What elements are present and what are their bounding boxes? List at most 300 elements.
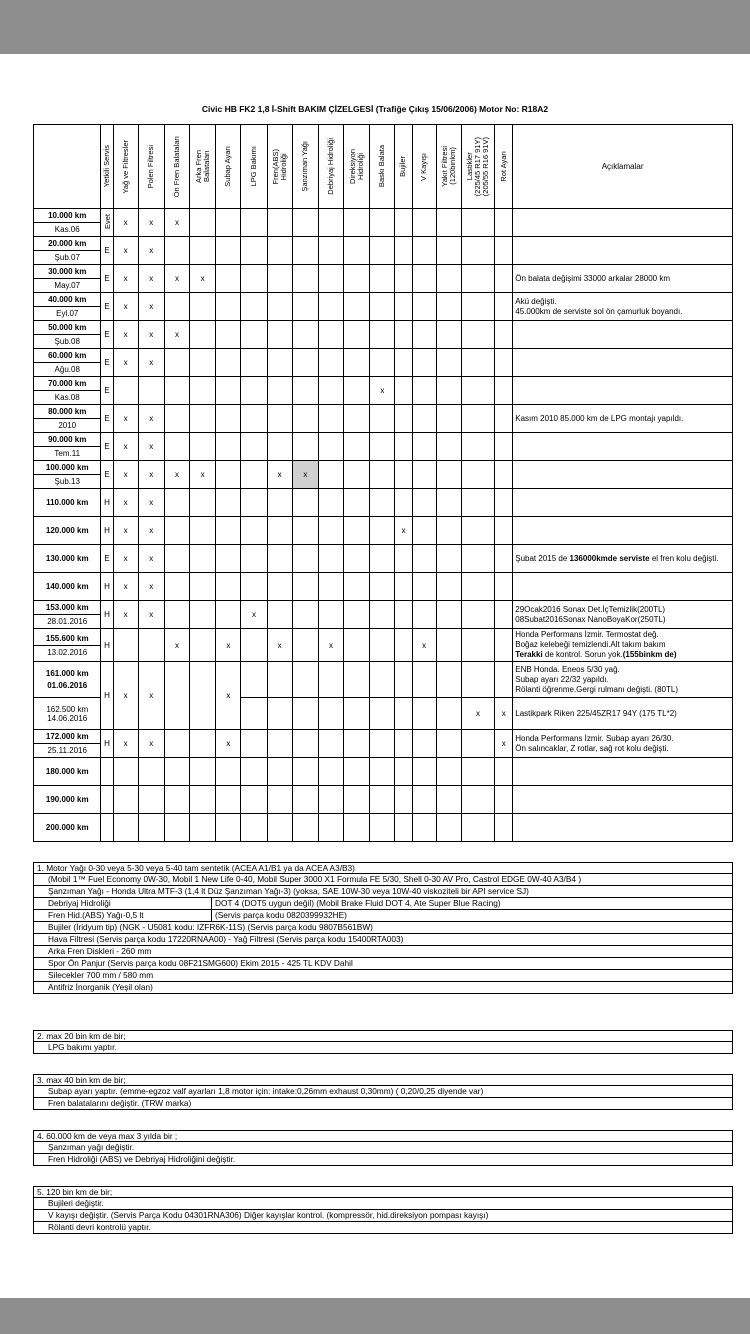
cell-mark bbox=[101, 814, 113, 842]
cell-mark bbox=[344, 265, 370, 293]
row-note: ENB Honda. Eneos 5/30 yağ. Subap ayarı 22/32 yapıldı. Rölanti öğrenme.Gergi rulmanı değişti. (80TL) bbox=[513, 662, 733, 698]
table-row bbox=[34, 461, 733, 489]
cell-mark bbox=[241, 517, 267, 545]
column-header bbox=[495, 125, 513, 209]
cell-mark bbox=[113, 814, 138, 842]
cell-mark bbox=[436, 601, 461, 629]
cell-mark bbox=[461, 377, 494, 405]
cell-mark: x bbox=[113, 349, 138, 377]
table-row bbox=[34, 814, 733, 842]
cell-mark bbox=[138, 629, 164, 662]
cell-mark bbox=[370, 293, 395, 321]
cell-mark bbox=[164, 349, 189, 377]
table-row bbox=[34, 209, 733, 237]
cell-mark bbox=[344, 786, 370, 814]
cell-mark bbox=[495, 433, 513, 461]
note-line: 2. max 20 bin km de bir; bbox=[33, 1030, 733, 1042]
mileage-cell bbox=[34, 461, 101, 489]
mileage-cell: 162.500 km 14.06.2016 bbox=[34, 698, 101, 730]
cell-mark bbox=[370, 265, 395, 293]
table-row bbox=[34, 237, 733, 265]
cell-mark bbox=[344, 377, 370, 405]
cell-mark bbox=[190, 209, 216, 237]
authorized-service-flag: Evet bbox=[102, 213, 112, 229]
mileage-cell bbox=[34, 730, 101, 758]
cell-mark: H bbox=[101, 662, 113, 730]
cell-mark bbox=[436, 321, 461, 349]
cell-mark bbox=[292, 662, 318, 698]
cell-mark bbox=[461, 629, 494, 662]
service-date: Ağu.08 bbox=[34, 362, 100, 376]
cell-mark bbox=[461, 730, 494, 758]
cell-mark bbox=[267, 209, 292, 237]
cell-mark bbox=[436, 786, 461, 814]
cell-mark: x bbox=[138, 293, 164, 321]
cell-mark bbox=[370, 698, 395, 730]
mileage-label: 161.000 km 01.06.2016 bbox=[45, 668, 89, 690]
cell-mark: x bbox=[164, 629, 189, 662]
cell-mark bbox=[344, 545, 370, 573]
cell-mark bbox=[461, 293, 494, 321]
cell-mark bbox=[318, 349, 343, 377]
cell-mark bbox=[495, 349, 513, 377]
cell-mark bbox=[267, 573, 292, 601]
cell-mark bbox=[395, 545, 412, 573]
note-line: Arka Fren Diskleri - 260 mm bbox=[33, 946, 733, 958]
cell-mark bbox=[216, 321, 241, 349]
notes-block-4 bbox=[33, 1130, 733, 1166]
cell-mark bbox=[461, 405, 494, 433]
cell-mark bbox=[267, 377, 292, 405]
service-date: Şub.13 bbox=[34, 474, 100, 488]
mileage-cell bbox=[34, 573, 101, 601]
cell-mark bbox=[436, 698, 461, 730]
row-note bbox=[513, 377, 733, 405]
cell-mark: x bbox=[190, 461, 216, 489]
column-header-label: V Kayışı bbox=[419, 152, 429, 181]
column-header-label: Yakıt Filtresi (120binkm) bbox=[439, 146, 457, 187]
cell-mark bbox=[344, 601, 370, 629]
cell-mark bbox=[395, 349, 412, 377]
cell-mark bbox=[495, 209, 513, 237]
cell-mark bbox=[241, 545, 267, 573]
cell-mark: x bbox=[164, 209, 189, 237]
cell-mark bbox=[495, 517, 513, 545]
cell-mark: E bbox=[101, 293, 113, 321]
cell-mark bbox=[344, 698, 370, 730]
cell-mark bbox=[164, 573, 189, 601]
cell-mark: x bbox=[113, 489, 138, 517]
cell-mark bbox=[190, 321, 216, 349]
cell-mark: x bbox=[267, 629, 292, 662]
cell-mark bbox=[318, 265, 343, 293]
service-date: Tem.11 bbox=[34, 446, 100, 460]
column-header-label: Baskı Balata bbox=[377, 145, 387, 188]
cell-mark: x bbox=[113, 293, 138, 321]
cell-mark bbox=[241, 573, 267, 601]
column-header bbox=[370, 125, 395, 209]
cell-mark bbox=[344, 237, 370, 265]
cell-mark: x bbox=[190, 265, 216, 293]
cell-mark bbox=[292, 545, 318, 573]
mileage-cell bbox=[34, 433, 101, 461]
cell-mark bbox=[370, 433, 395, 461]
cell-mark: x bbox=[138, 601, 164, 629]
cell-mark: x bbox=[113, 321, 138, 349]
cell-mark bbox=[412, 662, 436, 698]
table-row bbox=[34, 293, 733, 321]
row-note bbox=[513, 814, 733, 842]
note-key: Fren Hid.(ABS) Yağı-0,5 lt bbox=[34, 910, 212, 921]
cell-mark bbox=[461, 573, 494, 601]
cell-mark bbox=[344, 629, 370, 662]
column-header bbox=[292, 125, 318, 209]
cell-mark bbox=[395, 461, 412, 489]
cell-mark bbox=[190, 237, 216, 265]
cell-mark bbox=[461, 786, 494, 814]
cell-mark: x bbox=[216, 629, 241, 662]
table-row bbox=[34, 349, 733, 377]
cell-mark bbox=[292, 237, 318, 265]
cell-mark bbox=[318, 601, 343, 629]
cell-mark bbox=[292, 730, 318, 758]
cell-mark bbox=[241, 461, 267, 489]
note-line-split bbox=[33, 910, 733, 922]
cell-mark bbox=[461, 321, 494, 349]
cell-mark: x bbox=[318, 629, 343, 662]
cell-mark bbox=[412, 758, 436, 786]
cell-mark bbox=[436, 758, 461, 786]
cell-mark bbox=[412, 698, 436, 730]
cell-mark: x bbox=[267, 461, 292, 489]
notes-block-1 bbox=[33, 862, 733, 994]
service-date: Kas.08 bbox=[34, 390, 100, 404]
cell-mark bbox=[370, 461, 395, 489]
cell-mark: x bbox=[216, 662, 241, 730]
column-header bbox=[216, 125, 241, 209]
cell-mark bbox=[164, 433, 189, 461]
cell-mark bbox=[461, 349, 494, 377]
cell-mark bbox=[292, 265, 318, 293]
table-row bbox=[34, 758, 733, 786]
row-note: Honda Performans İzmir. Subap ayarı 26/30. Ön salıncaklar, Z rotlar, sağ rot kolu değişti. bbox=[513, 730, 733, 758]
cell-mark: H bbox=[101, 489, 113, 517]
cell-mark bbox=[190, 349, 216, 377]
cell-mark: x bbox=[138, 489, 164, 517]
cell-mark bbox=[344, 758, 370, 786]
cell-mark bbox=[495, 758, 513, 786]
cell-mark: x bbox=[164, 265, 189, 293]
note-line: Bujiler (İridyum tip) (NGK - U5081 kodu: IZFR6K-11S) (Servis parça kodu 9807B561BW) bbox=[33, 922, 733, 934]
cell-mark bbox=[495, 545, 513, 573]
mileage-cell bbox=[34, 786, 101, 814]
cell-mark: x bbox=[138, 321, 164, 349]
cell-mark bbox=[292, 814, 318, 842]
cell-mark bbox=[344, 662, 370, 698]
cell-mark: E bbox=[101, 237, 113, 265]
column-header bbox=[344, 125, 370, 209]
cell-mark bbox=[292, 573, 318, 601]
column-header-label: Lastikler (225/45 R17 91Y) (205/55 R16 91V) bbox=[465, 136, 490, 197]
cell-mark bbox=[395, 601, 412, 629]
notes-block-2 bbox=[33, 1030, 733, 1054]
cell-mark bbox=[344, 461, 370, 489]
column-header bbox=[101, 125, 113, 209]
service-date: Eyl.07 bbox=[34, 306, 100, 320]
table-row bbox=[34, 601, 733, 629]
cell-mark bbox=[241, 758, 267, 786]
mileage-label: 130.000 km bbox=[45, 554, 89, 563]
cell-mark bbox=[190, 517, 216, 545]
column-header-label: Direksiyon Hidroliği bbox=[347, 148, 365, 184]
cell-mark bbox=[241, 698, 267, 730]
cell-mark bbox=[267, 698, 292, 730]
cell-mark bbox=[318, 730, 343, 758]
row-note bbox=[513, 433, 733, 461]
cell-mark bbox=[216, 405, 241, 433]
cell-mark bbox=[344, 209, 370, 237]
cell-mark bbox=[461, 517, 494, 545]
cell-mark bbox=[138, 758, 164, 786]
cell-mark bbox=[495, 573, 513, 601]
mileage-label: 60.000 km bbox=[48, 351, 87, 360]
cell-mark bbox=[190, 758, 216, 786]
cell-mark bbox=[318, 209, 343, 237]
cell-mark: E bbox=[101, 545, 113, 573]
cell-mark bbox=[267, 433, 292, 461]
cell-mark bbox=[395, 265, 412, 293]
note-line: (Mobil 1™ Fuel Economy 0W-30, Mobil 1 New Life 0-40, Mobil Super 3000 X1 Formula FE 5/30, Shell 0-30 AV Pro, Castrol EDGE 0W-40 A3/B4 ) bbox=[33, 874, 733, 886]
mileage-cell bbox=[34, 209, 101, 237]
table-row bbox=[34, 377, 733, 405]
cell-mark bbox=[164, 489, 189, 517]
cell-mark bbox=[267, 786, 292, 814]
cell-mark bbox=[216, 758, 241, 786]
cell-mark bbox=[190, 662, 216, 730]
cell-mark: x bbox=[138, 433, 164, 461]
cell-mark bbox=[190, 629, 216, 662]
cell-mark bbox=[436, 377, 461, 405]
cell-mark bbox=[190, 489, 216, 517]
cell-mark: H bbox=[101, 517, 113, 545]
blank-header-cell bbox=[34, 125, 101, 209]
cell-mark: x bbox=[113, 237, 138, 265]
cell-mark bbox=[436, 573, 461, 601]
cell-mark: x bbox=[164, 321, 189, 349]
cell-mark bbox=[495, 601, 513, 629]
cell-mark bbox=[461, 489, 494, 517]
note-line: Rölanti devri kontrolü yaptır. bbox=[33, 1222, 733, 1234]
cell-mark bbox=[412, 237, 436, 265]
cell-mark bbox=[292, 405, 318, 433]
cell-mark bbox=[101, 758, 113, 786]
mileage-label: 120.000 km bbox=[45, 526, 89, 535]
row-note: Kasım 2010 85.000 km de LPG montajı yapıldı. bbox=[513, 405, 733, 433]
cell-mark bbox=[241, 814, 267, 842]
mileage-cell bbox=[34, 629, 101, 662]
cell-mark bbox=[436, 237, 461, 265]
cell-mark bbox=[267, 321, 292, 349]
cell-mark bbox=[461, 601, 494, 629]
table-row bbox=[34, 265, 733, 293]
row-note: Lastikpark Riken 225/45ZR17 94Y (175 TL*2) bbox=[513, 698, 733, 730]
row-note bbox=[513, 321, 733, 349]
column-header-label: Polen Filtresi bbox=[146, 144, 156, 189]
cell-mark bbox=[216, 601, 241, 629]
cell-mark: E bbox=[101, 349, 113, 377]
row-note: Akü değişti. 45.000km de serviste sol ön çamurluk boyandı. bbox=[513, 293, 733, 321]
mileage-cell bbox=[34, 814, 101, 842]
cell-mark bbox=[267, 405, 292, 433]
cell-mark bbox=[344, 433, 370, 461]
cell-mark bbox=[216, 814, 241, 842]
cell-mark bbox=[164, 786, 189, 814]
note-line: Şanzıman Yağı - Honda Ultra MTF-3 (1,4 lt Düz Şanzıman Yağı-3) (yoksa, SAE 10W-30 veya 10W-40 viskoziteli bir API service SJ) bbox=[33, 886, 733, 898]
cell-mark: E bbox=[101, 461, 113, 489]
table-row bbox=[34, 433, 733, 461]
column-header bbox=[461, 125, 494, 209]
note-line: Antifriz İnorganik (Yeşil olan) bbox=[33, 982, 733, 994]
cell-mark bbox=[292, 698, 318, 730]
cell-mark: x bbox=[138, 662, 164, 730]
mileage-cell bbox=[34, 377, 101, 405]
cell-mark bbox=[495, 662, 513, 698]
cell-mark bbox=[395, 405, 412, 433]
cell-mark: x bbox=[113, 545, 138, 573]
cell-mark bbox=[267, 265, 292, 293]
cell-mark: x bbox=[113, 265, 138, 293]
cell-mark bbox=[318, 461, 343, 489]
column-header bbox=[241, 125, 267, 209]
cell-mark bbox=[461, 662, 494, 698]
mileage-cell bbox=[34, 349, 101, 377]
cell-mark bbox=[318, 786, 343, 814]
cell-mark bbox=[436, 433, 461, 461]
mileage-label: 80.000 km bbox=[48, 407, 87, 416]
cell-mark bbox=[395, 237, 412, 265]
cell-mark: x bbox=[113, 517, 138, 545]
cell-mark bbox=[412, 573, 436, 601]
cell-mark bbox=[412, 786, 436, 814]
cell-mark: x bbox=[370, 377, 395, 405]
cell-mark: H bbox=[101, 629, 113, 662]
mileage-label: 70.000 km bbox=[48, 379, 87, 388]
cell-mark bbox=[436, 405, 461, 433]
cell-mark bbox=[344, 517, 370, 545]
cell-mark bbox=[495, 814, 513, 842]
note-line: 1. Motor Yağı 0-30 veya 5-30 veya 5-40 tam sentetik (ACEA A1/B1 ya da ACEA A3/B3) bbox=[33, 862, 733, 874]
cell-mark bbox=[267, 237, 292, 265]
cell-mark bbox=[395, 662, 412, 698]
cell-mark bbox=[241, 265, 267, 293]
cell-mark bbox=[395, 629, 412, 662]
row-note: Ön balata değişimi 33000 arkalar 28000 km bbox=[513, 265, 733, 293]
cell-mark bbox=[344, 349, 370, 377]
cell-mark bbox=[412, 377, 436, 405]
cell-mark: x bbox=[113, 730, 138, 758]
note-line: Şanzıman yağı değiştir. bbox=[33, 1142, 733, 1154]
cell-mark bbox=[190, 786, 216, 814]
cell-mark bbox=[216, 489, 241, 517]
cell-mark: E bbox=[101, 377, 113, 405]
cell-mark bbox=[113, 629, 138, 662]
header-row bbox=[34, 125, 733, 209]
column-header bbox=[190, 125, 216, 209]
cell-mark bbox=[395, 758, 412, 786]
row-note bbox=[513, 517, 733, 545]
cell-mark bbox=[164, 730, 189, 758]
cell-mark bbox=[461, 814, 494, 842]
column-header bbox=[138, 125, 164, 209]
cell-mark bbox=[395, 293, 412, 321]
cell-mark: x bbox=[113, 405, 138, 433]
mileage-label: 172.000 km bbox=[45, 732, 89, 741]
cell-mark: x bbox=[138, 209, 164, 237]
cell-mark bbox=[370, 601, 395, 629]
cell-mark bbox=[164, 814, 189, 842]
mileage-cell bbox=[34, 237, 101, 265]
cell-mark bbox=[461, 237, 494, 265]
cell-mark bbox=[241, 786, 267, 814]
cell-mark bbox=[370, 730, 395, 758]
cell-mark: x bbox=[113, 209, 138, 237]
document-title: Civic HB FK2 1,8 İ-Shift BAKIM ÇİZELGESİ (Trafiğe Çıkış 15/06/2006) Motor No: R18A2 bbox=[201, 104, 549, 114]
cell-mark bbox=[292, 349, 318, 377]
cell-mark bbox=[412, 265, 436, 293]
cell-mark: x bbox=[138, 265, 164, 293]
cell-mark bbox=[495, 489, 513, 517]
cell-mark bbox=[267, 758, 292, 786]
cell-mark bbox=[216, 461, 241, 489]
note-line: Spor Ön Panjur (Servis parça kodu 08F21SMG600) Ekim 2015 - 425 TL KDV Dahil bbox=[33, 958, 733, 970]
note-line: Fren balatalarını değiştir. (TRW marka) bbox=[33, 1098, 733, 1110]
cell-mark bbox=[318, 698, 343, 730]
cell-mark bbox=[495, 377, 513, 405]
cell-mark bbox=[495, 629, 513, 662]
service-date: 2010 bbox=[34, 418, 100, 432]
note-line: 5. 120 bin km de bir; bbox=[33, 1186, 733, 1198]
note-line: 4. 60.000 km de veya max 3 yılda bir ; bbox=[33, 1130, 733, 1142]
cell-mark bbox=[241, 405, 267, 433]
cell-mark: x bbox=[138, 545, 164, 573]
cell-mark bbox=[318, 433, 343, 461]
cell-mark bbox=[113, 786, 138, 814]
cell-mark bbox=[318, 237, 343, 265]
cell-mark: x bbox=[461, 698, 494, 730]
cell-mark bbox=[190, 573, 216, 601]
notes-column-header: Açıklamalar bbox=[513, 125, 733, 209]
column-header-label: Subap Ayarı bbox=[223, 146, 233, 187]
cell-mark bbox=[344, 730, 370, 758]
column-header-label: Şanzıman Yağı bbox=[300, 141, 310, 192]
column-header-label: Debriyaj Hidroliği bbox=[326, 138, 335, 195]
cell-mark bbox=[164, 237, 189, 265]
cell-mark bbox=[461, 265, 494, 293]
table-row bbox=[34, 517, 733, 545]
cell-mark bbox=[267, 489, 292, 517]
mileage-cell bbox=[34, 489, 101, 517]
cell-mark bbox=[216, 377, 241, 405]
cell-mark bbox=[370, 489, 395, 517]
row-note bbox=[513, 461, 733, 489]
cell-mark bbox=[241, 433, 267, 461]
cell-mark bbox=[436, 814, 461, 842]
cell-mark bbox=[412, 730, 436, 758]
cell-mark: x bbox=[292, 461, 318, 489]
row-note: Honda Performans İzmir. Termostat değ. Boğaz kelebeği temizlendi.Alt takım bakım Terakki de kontrol. Sorun yok.(155binkm de) bbox=[513, 629, 733, 662]
cell-mark bbox=[292, 629, 318, 662]
cell-mark bbox=[436, 730, 461, 758]
